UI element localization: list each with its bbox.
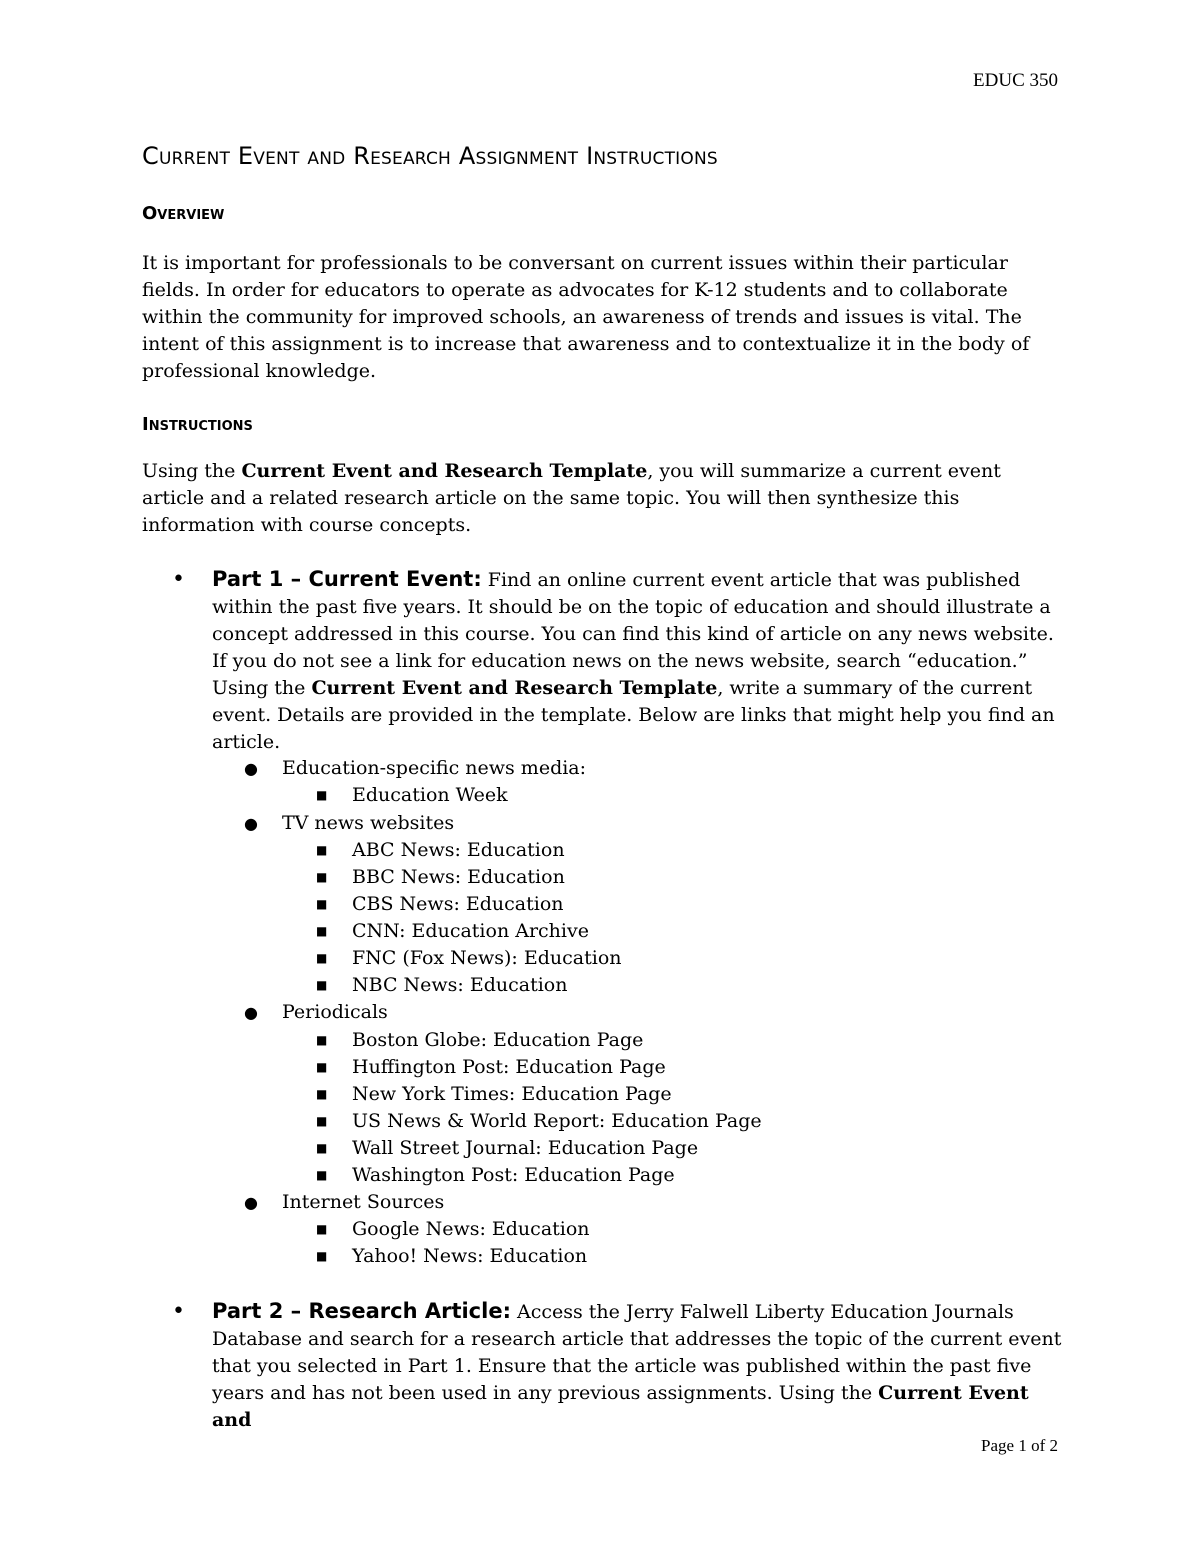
intro-text: Using the <box>142 460 242 482</box>
page-number: Page 1 of 2 <box>981 1436 1058 1455</box>
link-group-name: Internet Sources <box>282 1191 445 1213</box>
link-item[interactable]: BBC News: Education <box>352 866 565 888</box>
link-item[interactable]: ABC News: Education <box>352 839 565 861</box>
part2-text: Access the Jerry Falwell Liberty Education Journals Database and search for a research article that addresses the topic of the current event that you selected in Part 1. Ensure that the article was published within the past five years and has not been used in any previous assignments. Using the <box>212 1301 1062 1404</box>
bullet-icon: ● <box>244 759 258 778</box>
link-item[interactable]: CNN: Education Archive <box>352 920 589 942</box>
link-group-name: TV news websites <box>282 812 455 834</box>
square-bullet-icon: ■ <box>316 1060 328 1074</box>
link-group-name: Periodicals <box>282 1001 388 1023</box>
square-bullet-icon: ■ <box>316 1222 328 1236</box>
square-bullet-icon: ■ <box>316 1141 328 1155</box>
square-bullet-icon: ■ <box>316 897 328 911</box>
instructions-heading: Instructions <box>142 414 253 435</box>
template-name: Current Event and Research Template <box>241 460 648 482</box>
square-bullet-icon: ■ <box>316 843 328 857</box>
link-item[interactable]: FNC (Fox News): Education <box>352 947 622 969</box>
link-item[interactable]: US News & World Report: Education Page <box>352 1110 762 1132</box>
part1-text: Find an online current event article that was published within the past five years. It should be on the topic of education and should illustrate a concept addressed in this course. You can find this kind of article on any news website. If you do not see a link for education news on the news website, search “education.” Using the <box>212 569 1054 699</box>
square-bullet-icon: ■ <box>316 1249 328 1263</box>
square-bullet-icon: ■ <box>316 1087 328 1101</box>
part1-label: Part 1 – Current Event: <box>212 567 482 591</box>
bullet-icon: ● <box>244 814 258 833</box>
link-item[interactable]: CBS News: Education <box>352 893 564 915</box>
part2-template-name: Current Event and <box>212 1382 1029 1431</box>
square-bullet-icon: ■ <box>316 978 328 992</box>
intro-text-cont: , you will summarize a current event article and a related research article on the same topic. You will then synthesize this information with course concepts. <box>142 460 1001 536</box>
bullet-icon: • <box>172 567 185 592</box>
bullet-icon: ● <box>244 1193 258 1212</box>
overview-text: It is important for professionals to be conversant on current issues within their particular fields. In order for educators to operate as advocates for K-12 students and to collaborate within the community for improved schools, an awareness of trends and issues is vital. The intent of this assignment is to increase that awareness and to contextualize it in the body of professional knowledge. <box>142 252 1030 382</box>
link-item[interactable]: NBC News: Education <box>352 974 568 996</box>
link-item[interactable]: Google News: Education <box>352 1218 590 1240</box>
square-bullet-icon: ■ <box>316 870 328 884</box>
square-bullet-icon: ■ <box>316 788 328 802</box>
part1-text-cont: , write a summary of the current event. Details are provided in the template. Below are links that might help you find an article. <box>212 677 1055 753</box>
link-item[interactable]: Wall Street Journal: Education Page <box>352 1137 699 1159</box>
part1-paragraph <box>212 566 1072 756</box>
bullet-icon: • <box>172 1299 185 1324</box>
square-bullet-icon: ■ <box>316 1168 328 1182</box>
link-group-name: Education-specific news media: <box>282 757 587 779</box>
page-title: Current Event and Research Assignment Instructions <box>142 142 718 170</box>
square-bullet-icon: ■ <box>316 951 328 965</box>
link-item[interactable]: Huffington Post: Education Page <box>352 1056 666 1078</box>
link-item[interactable]: Washington Post: Education Page <box>352 1164 675 1186</box>
bullet-icon: ● <box>244 1003 258 1022</box>
square-bullet-icon: ■ <box>316 924 328 938</box>
link-item[interactable]: New York Times: Education Page <box>352 1083 672 1105</box>
link-item[interactable]: Yahoo! News: Education <box>352 1245 588 1267</box>
instructions-intro <box>142 458 1062 539</box>
link-item[interactable]: Education Week <box>352 784 508 806</box>
part2-paragraph <box>212 1298 1072 1434</box>
part1-template-name: Current Event and Research Template <box>311 677 718 699</box>
part2-label: Part 2 – Research Article: <box>212 1299 511 1323</box>
square-bullet-icon: ■ <box>316 1114 328 1128</box>
link-item[interactable]: Boston Globe: Education Page <box>352 1029 644 1051</box>
square-bullet-icon: ■ <box>316 1033 328 1047</box>
course-code: EDUC 350 <box>973 70 1058 91</box>
overview-heading: Overview <box>142 203 225 224</box>
